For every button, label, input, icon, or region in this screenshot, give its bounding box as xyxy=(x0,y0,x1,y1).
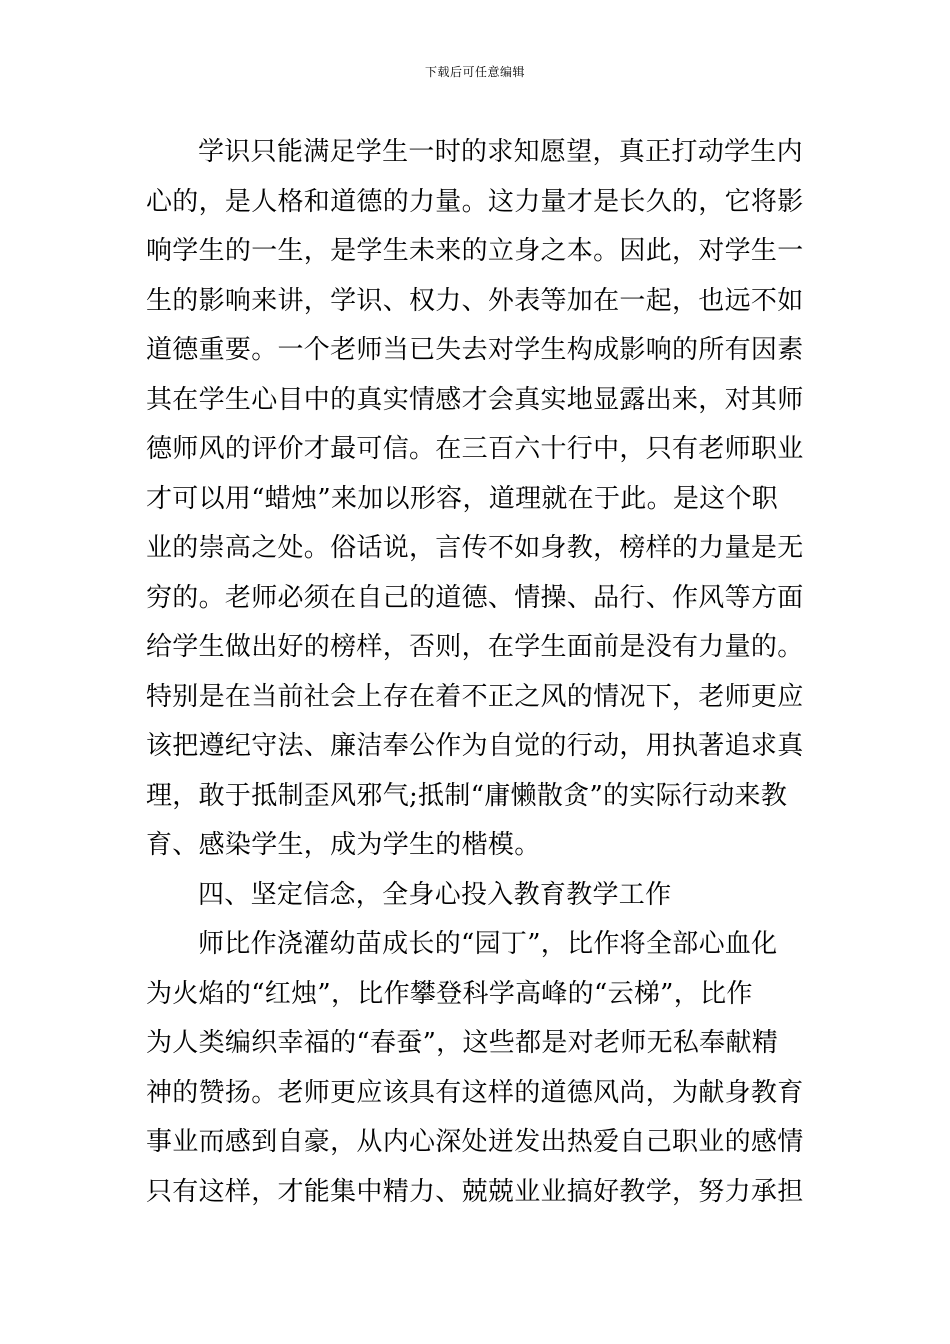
text-line: 育、感染学生，成为学生的楷模。 xyxy=(146,830,541,860)
text-line: 穷的。老师必须在自己的道德、情操、品行、作风等方面 xyxy=(146,582,804,613)
text-line: 理，敢于抵制歪风邪气;抵制“庸懒散贪”的实际行动来教 xyxy=(146,780,788,811)
text-line: 道德重要。一个老师当已失去对学生构成影响的所有因素 xyxy=(146,335,804,365)
text-line: 才可以用“蜡烛”来加以形容，道理就在于此。是这个职 xyxy=(146,483,779,514)
text-line: 其在学生心目中的真实情感才会真实地显露出来，对其师 xyxy=(146,384,804,415)
text-line: 事业而感到自豪，从内心深处迸发出热爱自己职业的感情 xyxy=(146,1127,804,1157)
text-line: 为火焰的“红烛”，比作攀登科学高峰的“云梯”，比作 xyxy=(146,978,753,1009)
text-line: 该把遵纪守法、廉洁奉公作为自觉的行动，用执著追求真 xyxy=(146,731,804,761)
text-line: 生的影响来讲，学识、权力、外表等加在一起，也远不如 xyxy=(146,285,804,316)
page-header: 下载后可任意编辑 xyxy=(424,65,525,79)
text-line: 给学生做出好的榜样，否则，在学生面前是没有力量的。 xyxy=(146,632,804,662)
section-heading: 四、坚定信念，全身心投入教育教学工作 xyxy=(198,879,672,910)
text-line: 学识只能满足学生一时的求知愿望，真正打动学生内 xyxy=(198,137,803,167)
text-line: 师比作浇灌幼苗成长的“园丁”，比作将全部心血化 xyxy=(198,929,778,959)
text-line: 只有这样，才能集中精力、兢兢业业搞好教学，努力承担 xyxy=(146,1176,804,1207)
text-line: 德师风的评价才最可信。在三百六十行中，只有老师职业 xyxy=(146,434,804,464)
text-line: 业的崇高之处。俗话说，言传不如身教，榜样的力量是无 xyxy=(146,533,804,563)
document-body xyxy=(146,128,816,1217)
text-line: 为人类编织幸福的“春蚕”，这些都是对老师无私奉献精 xyxy=(146,1028,779,1058)
text-line: 神的赞扬。老师更应该具有这样的道德风尚，为献身教育 xyxy=(146,1077,804,1108)
text-line: 特别是在当前社会上存在着不正之风的情况下，老师更应 xyxy=(146,681,804,712)
text-line: 响学生的一生，是学生未来的立身之本。因此，对学生一 xyxy=(146,236,804,266)
text-line: 心的，是人格和道德的力量。这力量才是长久的，它将影 xyxy=(146,186,804,217)
